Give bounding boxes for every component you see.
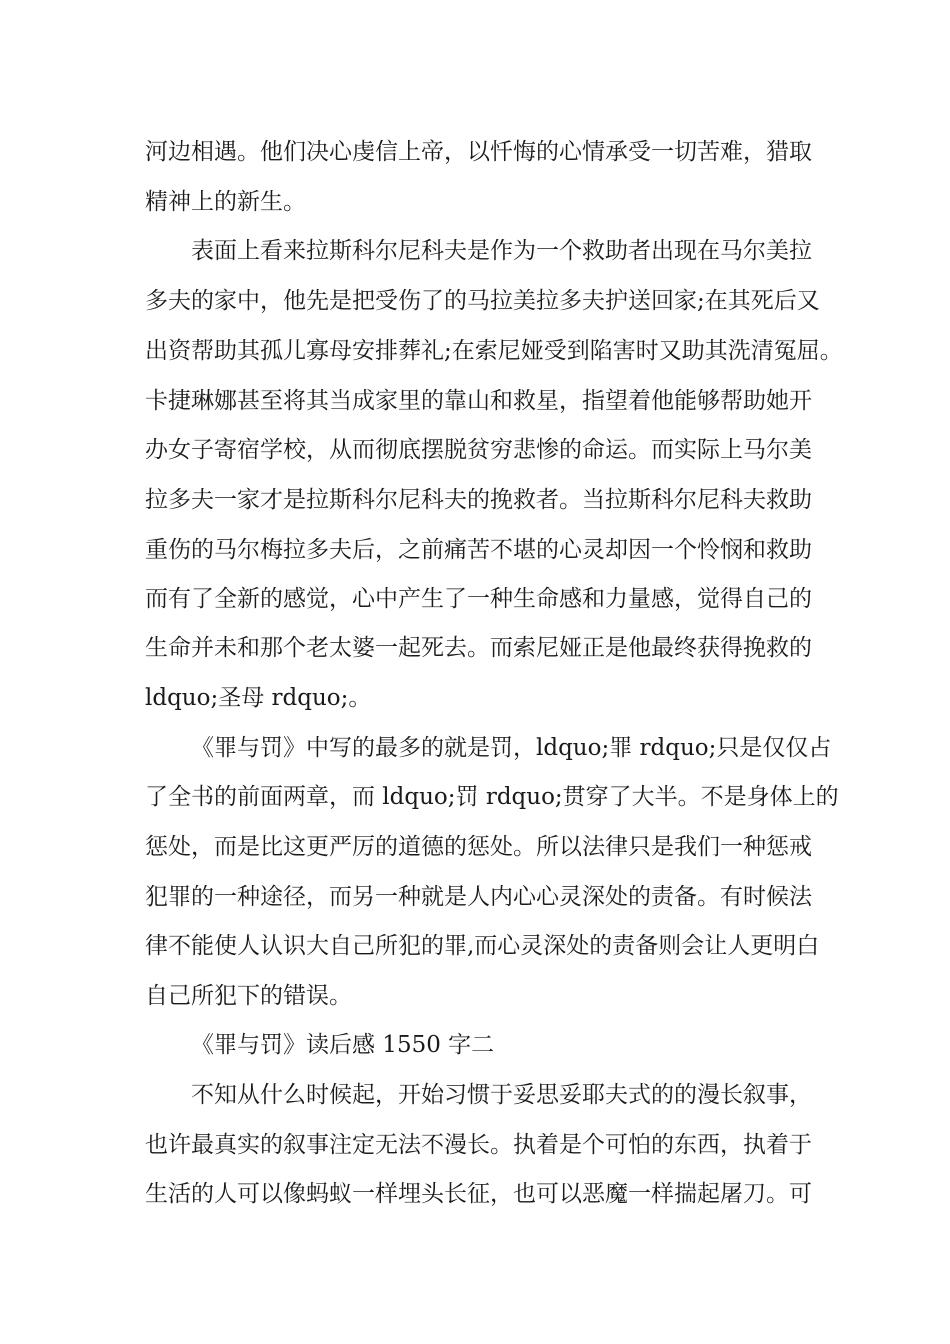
section-heading: 《罪与罚》读后感 1550 字二 [191,1032,495,1058]
text-line: 《罪与罚》中写的最多的就是罚，ldquo;罪 rdquo;只是仅仅占 [191,735,832,761]
text-line: 卡捷琳娜甚至将其当成家里的靠山和救星，指望着他能够帮助她开 [145,388,812,414]
text-line: 办女子寄宿学校，从而彻底摆脱贫穷悲惨的命运。而实际上马尔美 [145,437,812,463]
text-line: ldquo;圣母 rdquo;。 [145,685,372,711]
text-line: 表面上看来拉斯科尔尼科夫是作为一个救助者出现在马尔美拉 [191,238,812,264]
text-line: 也许最真实的叙事注定无法不漫长。执着是个可怕的东西，执着于 [145,1132,812,1158]
text-line: 拉多夫一家才是拉斯科尔尼科夫的挽救者。当拉斯科尔尼科夫救助 [145,487,812,513]
text-line: 出资帮助其孤儿寡母安排葬礼;在索尼娅受到陷害时又助其洗清冤屈。 [145,338,843,364]
text-line: 重伤的马尔梅拉多夫后，之前痛苦不堪的心灵却因一个怜悯和救助 [145,537,812,563]
text-line: 了全书的前面两章，而 ldquo;罚 rdquo;贯穿了大半。不是身体上的 [145,784,839,810]
text-line: 不知从什么时候起，开始习惯于妥思妥耶夫式的的漫长叙事， [191,1082,812,1108]
text-line: 犯罪的一种途径，而另一种就是人内心心灵深处的责备。有时候法 [145,884,812,910]
text-line: 生命并未和那个老太婆一起死去。而索尼娅正是他最终获得挽救的 [145,635,812,661]
text-line: 律不能使人认识大自己所犯的罪,而心灵深处的责备则会让人更明白 [145,933,820,959]
text-line: 多夫的家中，他先是把受伤了的马拉美拉多夫护送回家;在其死后又 [145,288,820,314]
text-line: 惩处，而是比这更严厉的道德的惩处。所以法律只是我们一种惩戒 [145,834,812,860]
text-line: 而有了全新的感觉，心中产生了一种生命感和力量感，觉得自己的 [145,586,812,612]
text-line: 精神上的新生。 [145,189,306,215]
text-line: 河边相遇。他们决心虔信上帝，以忏悔的心情承受一切苦难，猎取 [145,139,812,165]
text-line: 自己所犯下的错误。 [145,983,352,1009]
text-line: 生活的人可以像蚂蚁一样埋头长征，也可以恶魔一样揣起屠刀。可 [145,1181,812,1207]
